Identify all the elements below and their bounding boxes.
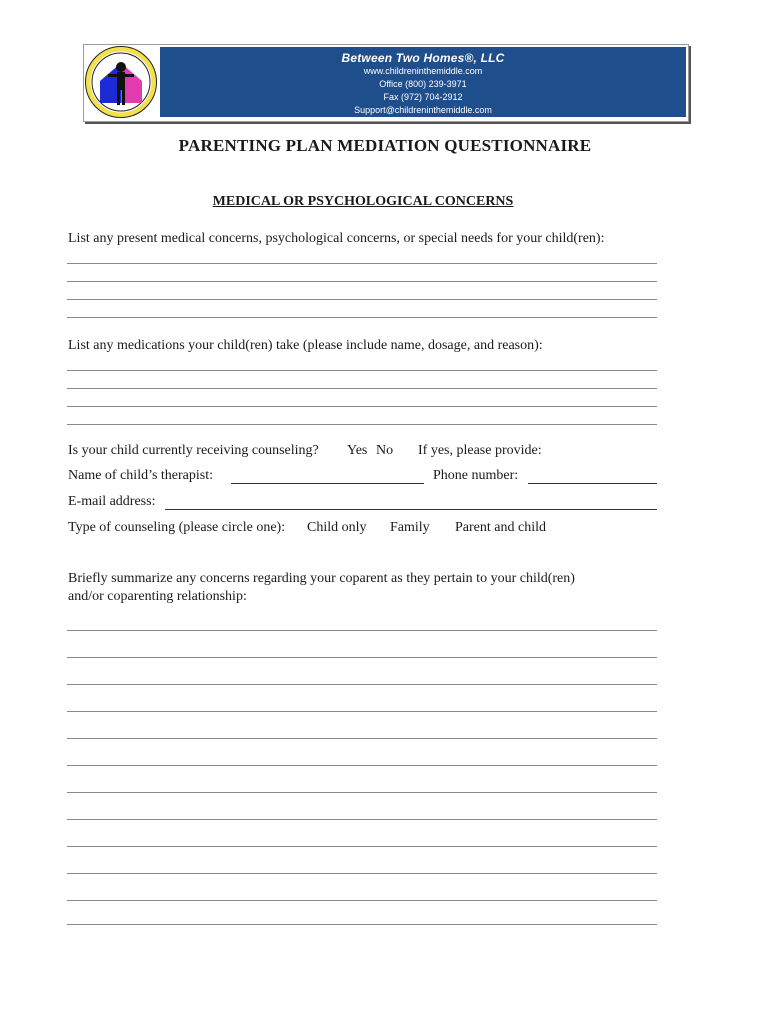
question-counseling: Is your child currently receiving counseling? xyxy=(68,443,319,458)
company-email: Support@childreninthemiddle.com xyxy=(354,105,492,115)
company-office-phone: Office (800) 239-3971 xyxy=(379,79,467,89)
counseling-type-family[interactable]: Family xyxy=(390,520,430,535)
question-coparent-line-2: and/or coparenting relationship: xyxy=(68,589,247,604)
letterhead xyxy=(83,44,689,122)
answer-line-coparent-3[interactable] xyxy=(67,684,657,685)
answer-line-coparent-8[interactable] xyxy=(67,819,657,820)
company-name: Between Two Homes®, LLC xyxy=(341,51,505,65)
counseling-option-no[interactable]: No xyxy=(376,443,394,458)
answer-line-medical-2[interactable] xyxy=(67,281,657,282)
answer-line-coparent-10[interactable] xyxy=(67,873,657,874)
answer-line-medical-1[interactable] xyxy=(67,263,657,264)
answer-line-medications-1[interactable] xyxy=(67,370,657,371)
counseling-if-yes-label: If yes, please provide: xyxy=(418,443,542,458)
therapist-name-label: Name of child’s therapist: xyxy=(68,468,214,483)
answer-line-coparent-2[interactable] xyxy=(67,657,657,658)
question-medications: List any medications your child(ren) take (please include name, dosage, and reason): xyxy=(68,338,543,353)
therapist-phone-label: Phone number: xyxy=(433,468,519,483)
answer-line-coparent-9[interactable] xyxy=(67,846,657,847)
therapist-phone-field[interactable] xyxy=(528,483,657,484)
company-website: www.childreninthemiddle.com xyxy=(363,66,483,76)
counseling-option-yes[interactable]: Yes xyxy=(347,443,368,458)
logo xyxy=(84,45,158,119)
company-fax: Fax (972) 704-2912 xyxy=(383,92,463,102)
answer-line-coparent-11[interactable] xyxy=(67,900,657,901)
therapist-email-field[interactable] xyxy=(165,509,657,510)
answer-line-coparent-4[interactable] xyxy=(67,711,657,712)
answer-line-coparent-6[interactable] xyxy=(67,765,657,766)
answer-line-coparent-5[interactable] xyxy=(67,738,657,739)
answer-line-coparent-7[interactable] xyxy=(67,792,657,793)
therapist-name-field[interactable] xyxy=(231,483,424,484)
family-house-logo-icon xyxy=(84,45,158,119)
answer-line-medical-3[interactable] xyxy=(67,299,657,300)
answer-line-coparent-1[interactable] xyxy=(67,630,657,631)
company-banner xyxy=(160,47,686,117)
question-coparent-line-1: Briefly summarize any concerns regarding your coparent as they pertain to your child(ren) xyxy=(68,571,575,586)
question-medical-concerns: List any present medical concerns, psychological concerns, or special needs for your child(ren): xyxy=(68,231,605,246)
section-title: MEDICAL OR PSYCHOLOGICAL CONCERNS xyxy=(212,194,514,209)
counseling-type-label: Type of counseling (please circle one): xyxy=(68,520,286,535)
therapist-email-label: E-mail address: xyxy=(68,494,156,509)
answer-line-medications-4[interactable] xyxy=(67,424,657,425)
answer-line-medical-4[interactable] xyxy=(67,317,657,318)
answer-line-medications-3[interactable] xyxy=(67,406,657,407)
counseling-type-child-only[interactable]: Child only xyxy=(307,520,367,535)
counseling-type-parent-and-child[interactable]: Parent and child xyxy=(455,520,546,535)
page-title: PARENTING PLAN MEDIATION QUESTIONNAIRE xyxy=(178,136,592,155)
answer-line-medications-2[interactable] xyxy=(67,388,657,389)
answer-line-coparent-12[interactable] xyxy=(67,924,657,925)
